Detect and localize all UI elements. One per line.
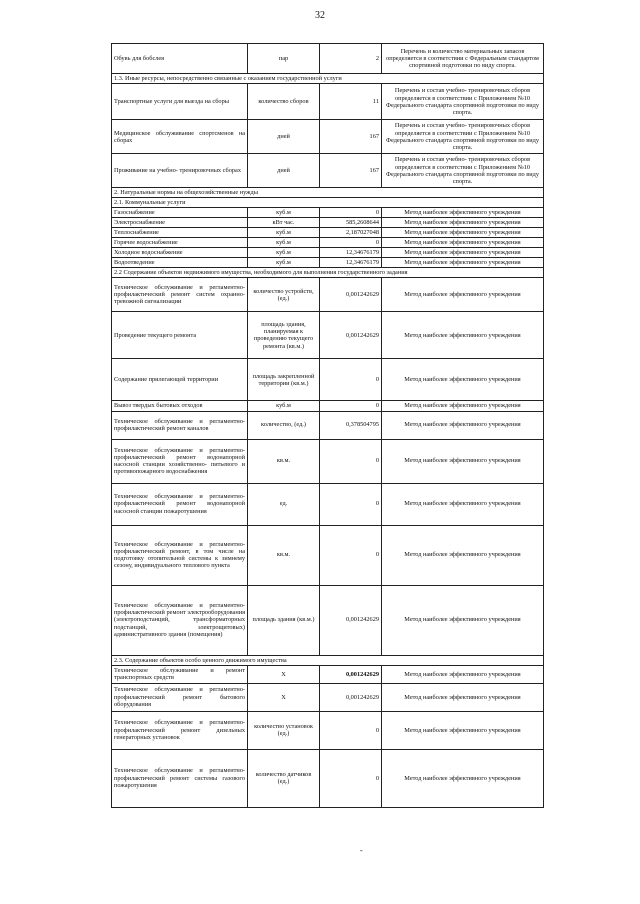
row-method: Метод наиболее эффективного учреждения [382, 278, 544, 312]
row-value: 0,001242629 [320, 278, 382, 312]
row-unit: куб.м [248, 401, 320, 411]
table-row [112, 749, 544, 807]
row-method: Метод наиболее эффективного учреждения [382, 665, 544, 683]
row-value: 0,001242629 [320, 683, 382, 711]
row-value: 167 [320, 120, 382, 154]
row-name: Холодное водоснабжение [112, 248, 248, 258]
row-method: Метод наиболее эффективного учреждения [382, 585, 544, 655]
row-method: Метод наиболее эффективного учреждения [382, 218, 544, 228]
row-method: Перечень и состав учебно- тренировочных сборов определяется в соответствии с Приложением №10 Федерального стандарта спортивной подготовки по виду спорта. [382, 84, 544, 120]
table-row [112, 218, 544, 228]
row-unit: ед. [248, 483, 320, 525]
table-row [112, 278, 544, 312]
row-method: Перечень и количество материальных запасов определяется в соответствии с Федеральным стандартом спортивной подготовки по виду спорта. [382, 44, 544, 74]
row-method: Метод наиболее эффективного учреждения [382, 525, 544, 585]
table-row [112, 359, 544, 401]
section-header [112, 655, 544, 665]
section-header [112, 74, 544, 84]
norms-table [111, 43, 544, 808]
table-row [112, 411, 544, 439]
row-method: Метод наиболее эффективного учреждения [382, 208, 544, 218]
row-value: 585,2608644 [320, 218, 382, 228]
row-unit: количество датчиков (ед.) [248, 749, 320, 807]
row-value: 0 [320, 711, 382, 749]
row-method: Метод наиболее эффективного учреждения [382, 248, 544, 258]
row-name: Техническое обслуживание и регламентно- профилактический ремонт водонапорной насосной станции хозяйственно- питьевого и противопожарного водоснабжения [112, 439, 248, 483]
section-header [112, 268, 544, 278]
row-value: 0,001242629 [320, 312, 382, 359]
row-name: Вывоз твердых бытовых отходов [112, 401, 248, 411]
table-row [112, 248, 544, 258]
row-method: Перечень и состав учебно- тренировочных сборов определяется в соответствии с Приложением №10 Федерального стандарта спортивной подготовки по виду спорта. [382, 120, 544, 154]
row-name: Проведение текущего ремонта [112, 312, 248, 359]
row-method: Метод наиболее эффективного учреждения [382, 312, 544, 359]
row-unit: дней [248, 120, 320, 154]
row-unit: дней [248, 154, 320, 188]
row-method: Метод наиболее эффективного учреждения [382, 228, 544, 238]
section-title: 2.1. Коммунальные услуги [112, 198, 544, 208]
row-name: Техническое обслуживание и регламентно- профилактический ремонт, в том числе на подготовку отопительной системы к зимнему сезону, индивидуального теплового пункта [112, 525, 248, 585]
row-name: Техническое обслуживание и регламентно- профилактический ремонт водонапорной насосной станции пожаротушения [112, 483, 248, 525]
page-number: 32 [315, 10, 325, 21]
row-unit: куб.м [248, 228, 320, 238]
row-name: Техническое обслуживание и регламентно- профилактический ремонт систем охранно-тревожной сигнализации [112, 278, 248, 312]
row-value: 2,187027048 [320, 228, 382, 238]
row-name: Теплоснабжение [112, 228, 248, 238]
table-row [112, 120, 544, 154]
row-value: 0,001242629 [320, 585, 382, 655]
row-unit: Х [248, 683, 320, 711]
section-header [112, 188, 544, 198]
row-name: Водоотведение [112, 258, 248, 268]
table-row [112, 665, 544, 683]
row-name: Медицинское обслуживание спортсменов на сборах [112, 120, 248, 154]
row-unit: куб.м [248, 248, 320, 258]
row-method: Метод наиболее эффективного учреждения [382, 683, 544, 711]
row-name: Проживание на учебно- тренировочных сборах [112, 154, 248, 188]
table-row [112, 238, 544, 248]
table-row [112, 525, 544, 585]
row-name: Техническое обслуживание и регламентно- профилактический ремонт электрооборудования (электроподстанций, трансформаторных подстанций, электрощитовых) административного здания (помещения) [112, 585, 248, 655]
row-unit: количество устройств, (ед.) [248, 278, 320, 312]
row-unit: куб.м [248, 208, 320, 218]
table-row [112, 711, 544, 749]
row-value: 0 [320, 525, 382, 585]
row-value: 0 [320, 359, 382, 401]
row-value: 0 [320, 439, 382, 483]
section-title: 2. Натуральные нормы на общехозяйственные нужды [112, 188, 544, 198]
row-method: Метод наиболее эффективного учреждения [382, 411, 544, 439]
row-name: Техническое обслуживание и регламентно- профилактический ремонт каналов [112, 411, 248, 439]
row-method: Метод наиболее эффективного учреждения [382, 483, 544, 525]
table-row [112, 154, 544, 188]
row-name: Обувь для бобслея [112, 44, 248, 74]
table-row [112, 258, 544, 268]
section-title: 2.2 Содержание объектов недвижимого имущества, необходимого для выполнения государственного задания [112, 268, 544, 278]
row-value: 0 [320, 401, 382, 411]
row-unit: площадь закрепленной территории (кв.м.) [248, 359, 320, 401]
row-value: 0,378504795 [320, 411, 382, 439]
row-unit: кв.м. [248, 439, 320, 483]
row-value: 167 [320, 154, 382, 188]
row-value: 0 [320, 208, 382, 218]
row-method: Метод наиболее эффективного учреждения [382, 401, 544, 411]
row-value: 0,001242629 [320, 665, 382, 683]
row-unit: кв.м. [248, 525, 320, 585]
row-unit: пар [248, 44, 320, 74]
row-value: 12,34676179 [320, 258, 382, 268]
row-value: 0 [320, 483, 382, 525]
row-value: 12,34676179 [320, 248, 382, 258]
table-row [112, 208, 544, 218]
row-unit: количество, (ед.) [248, 411, 320, 439]
row-name: Транспортные услуги для выезда на сборы [112, 84, 248, 120]
row-unit: количество сборов [248, 84, 320, 120]
row-unit: площадь здания (кв.м.) [248, 585, 320, 655]
table-row [112, 401, 544, 411]
table-row [112, 585, 544, 655]
row-value: 0 [320, 238, 382, 248]
row-name: Горячее водоснабжение [112, 238, 248, 248]
table-row [112, 44, 544, 74]
row-unit: куб.м [248, 258, 320, 268]
row-value: 0 [320, 749, 382, 807]
row-method: Перечень и состав учебно- тренировочных сборов определяется в соответствии с Приложением №10 Федерального стандарта спортивной подготовки по виду спорта. [382, 154, 544, 188]
row-method: Метод наиболее эффективного учреждения [382, 439, 544, 483]
section-title: 1.3. Иные ресурсы, непосредственно связанные с оказанием государственной услуги [112, 74, 544, 84]
row-name: Техническое обслуживание и ремонт транспортных средств [112, 665, 248, 683]
row-name: Техническое обслуживание и регламентно- профилактический ремонт дизельных генераторных установок [112, 711, 248, 749]
section-title: 2.3. Содержание объектов особо ценного движимого имущества [112, 655, 544, 665]
table-row [112, 84, 544, 120]
table-row [112, 439, 544, 483]
row-name: Газоснабжение [112, 208, 248, 218]
row-unit: площадь здания, планируемая к проведению текущего ремонта (кв.м.) [248, 312, 320, 359]
table-row [112, 483, 544, 525]
footer-mark: - [360, 846, 363, 855]
row-unit: куб.м [248, 238, 320, 248]
row-method: Метод наиболее эффективного учреждения [382, 258, 544, 268]
row-method: Метод наиболее эффективного учреждения [382, 359, 544, 401]
section-header [112, 198, 544, 208]
table-row [112, 228, 544, 238]
row-method: Метод наиболее эффективного учреждения [382, 238, 544, 248]
row-name: Содержание прилегающей территории [112, 359, 248, 401]
row-name: Электроснабжение [112, 218, 248, 228]
row-unit: Х [248, 665, 320, 683]
row-method: Метод наиболее эффективного учреждения [382, 749, 544, 807]
row-value: 2 [320, 44, 382, 74]
table-row [112, 312, 544, 359]
row-name: Техническое обслуживание и регламентно- профилактический ремонт бытового оборудования [112, 683, 248, 711]
row-unit: количество установок (ед.) [248, 711, 320, 749]
row-unit: кВт час. [248, 218, 320, 228]
table-row [112, 683, 544, 711]
row-method: Метод наиболее эффективного учреждения [382, 711, 544, 749]
row-value: 11 [320, 84, 382, 120]
row-name: Техническое обслуживание и регламентно- профилактический ремонт системы газового пожаротушения [112, 749, 248, 807]
